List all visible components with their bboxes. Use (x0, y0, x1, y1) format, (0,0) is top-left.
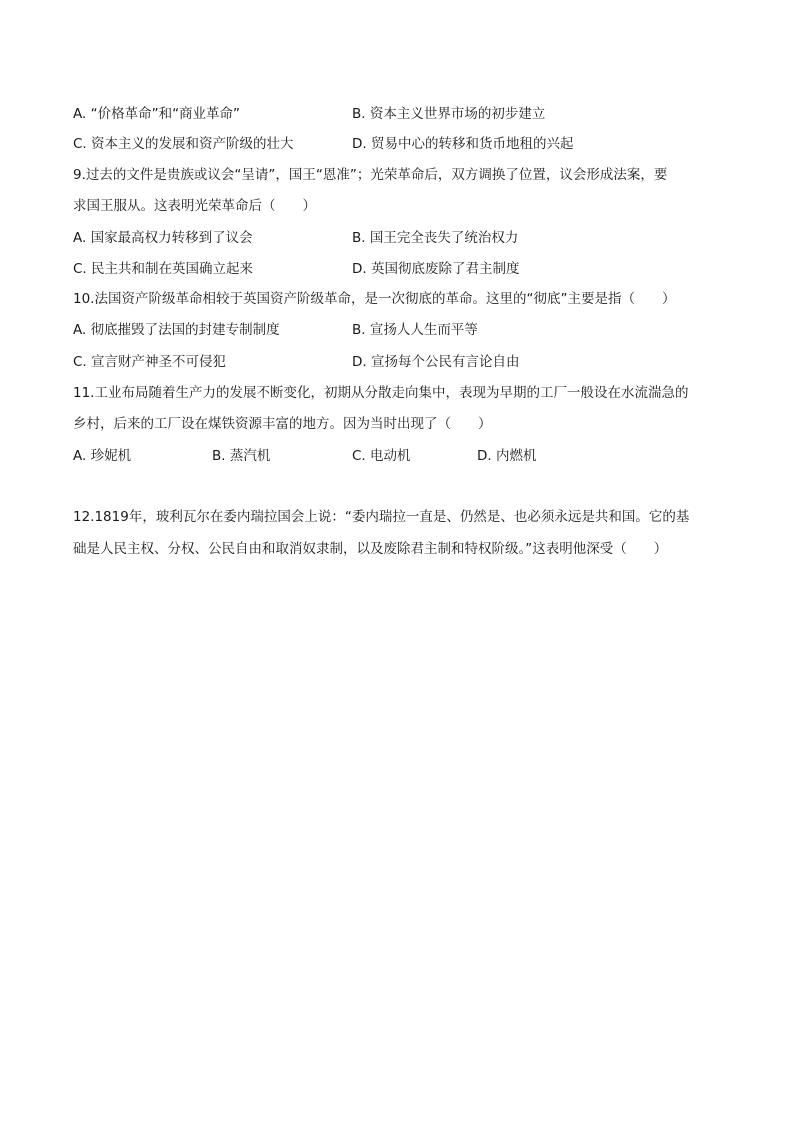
q8-option-d: D. 贸易中心的转移和货币地租的兴起 (352, 136, 574, 152)
q9-option-b: B. 国王完全丧失了统治权力 (352, 230, 519, 246)
q11-option-b: B. 蒸汽机 (212, 448, 271, 464)
q11-option-d: D. 内燃机 (477, 448, 537, 464)
q8-option-b: B. 资本主义世界市场的初步建立 (352, 106, 546, 122)
q11-stem-line-2: 乡村，后来的工厂设在煤铁资源丰富的地方。因为当时出现了（ ） (73, 416, 492, 432)
q9-option-a: A. 国家最高权力转移到了议会 (73, 230, 253, 246)
q8-option-c: C. 资本主义的发展和资产阶级的壮大 (73, 136, 294, 152)
q12-stem-line-2: 础是人民主权、分权、公民自由和取消奴隶制，以及废除君主制和特权阶级。”这表明他深受（ ） (73, 541, 668, 557)
q10-option-d: D. 宣扬每个公民有言论自由 (352, 354, 520, 370)
q9-option-c: C. 民主共和制在英国确立起来 (73, 261, 254, 277)
q8-option-a: A. “价格革命”和“商业革命” (73, 106, 241, 122)
q9-stem-line-1: 9.过去的文件是贵族或议会“呈请”，国王“恩准”；光荣革命后，双方调换了位置，议会形成法案，要 (73, 167, 668, 183)
q11-option-c: C. 电动机 (352, 448, 411, 464)
q11-option-a: A. 珍妮机 (73, 448, 132, 464)
q9-stem-line-2: 求国王服从。这表明光荣革命后（ ） (73, 198, 316, 214)
q10-option-c: C. 宣言财产神圣不可侵犯 (73, 354, 227, 370)
q10-option-a: A. 彻底摧毁了法国的封建专制制度 (73, 322, 280, 338)
q10-stem-line-1: 10.法国资产阶级革命相较于英国资产阶级革命，是一次彻底的革命。这里的“彻底”主要是指（ ） (73, 291, 676, 307)
q10-option-b: B. 宣扬人人生而平等 (352, 322, 478, 338)
q9-option-d: D. 英国彻底废除了君主制度 (352, 261, 520, 277)
q12-stem-line-1: 12.1819年，玻利瓦尔在委内瑞拉国会上说：“委内瑞拉一直是、仍然是、也必须永远是共和国。它的基 (73, 509, 690, 525)
q11-stem-line-1: 11.工业布局随着生产力的发展不断变化，初期从分散走向集中，表现为早期的工厂一般设在水流湍急的 (73, 385, 689, 401)
